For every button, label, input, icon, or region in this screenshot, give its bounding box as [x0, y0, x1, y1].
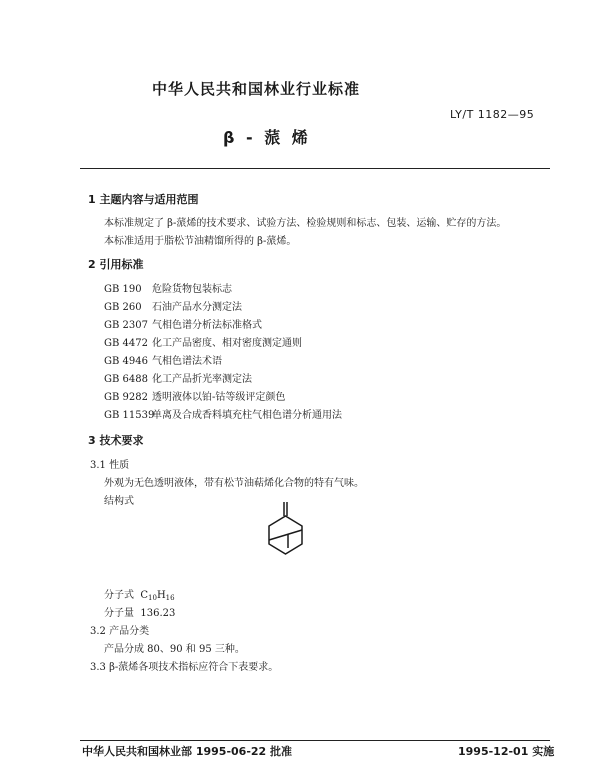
section-3-3-heading: 3.3 β-蒎烯各项技术指标应符合下表要求。	[90, 662, 279, 673]
product-title: β - 蒎 烯	[223, 128, 311, 147]
molecular-weight-label: 分子量	[104, 608, 134, 619]
reference-code: GB 190	[104, 284, 142, 295]
molecular-formula-label: 分子式	[104, 590, 134, 601]
reference-title: 单离及合成香料填充柱气相色谱分析通用法	[152, 410, 342, 421]
reference-code: GB 2307	[104, 320, 148, 331]
formula-hydrogen: H	[156, 590, 166, 601]
reference-item	[104, 334, 302, 349]
section-1-paragraph-1: 本标准规定了 β-蒎烯的技术要求、试验方法、检验规则和标志、包装、运输、贮存的方法。	[104, 218, 507, 229]
reference-code: GB 6488	[104, 374, 148, 385]
section-3-1-heading: 3.1 性质	[90, 460, 130, 471]
reference-item	[104, 406, 342, 421]
reference-item	[104, 316, 262, 331]
beta-pinene-structure-image	[258, 500, 318, 562]
footer-rule	[80, 740, 550, 741]
reference-code: GB 11539	[104, 410, 155, 421]
reference-title: 化工产品密度、相对密度测定通则	[152, 338, 302, 349]
reference-item	[104, 388, 285, 403]
footer-effective-date: 1995-12-01 实施	[458, 745, 555, 758]
reference-title: 气相色谱法术语	[152, 356, 222, 367]
reference-title: 化工产品折光率测定法	[152, 374, 252, 385]
reference-item	[104, 298, 242, 313]
reference-item	[104, 280, 232, 295]
reference-code: GB 9282	[104, 392, 148, 403]
molecular-formula	[104, 586, 175, 602]
reference-code: GB 4472	[104, 338, 148, 349]
section-3-1-paragraph: 外观为无色透明液体，带有松节油萜烯化合物的特有气味。	[104, 478, 364, 489]
reference-title: 危险货物包装标志	[152, 284, 232, 295]
section-2-heading: 2 引用标准	[88, 258, 144, 271]
molecular-weight-value: 136.23	[140, 608, 176, 619]
header-rule	[80, 168, 550, 169]
molecular-weight	[104, 604, 175, 619]
section-3-2-paragraph: 产品分成 80、90 和 95 三种。	[104, 644, 245, 655]
formula-carbon: C	[140, 590, 149, 601]
reference-code: GB 260	[104, 302, 142, 313]
standard-title: 中华人民共和国林业行业标准	[152, 80, 361, 98]
reference-title: 石油产品水分测定法	[152, 302, 242, 313]
formula-hydrogen-count: 16	[165, 594, 175, 602]
footer-issuer: 中华人民共和国林业部 1995-06-22 批准	[82, 745, 293, 758]
formula-carbon-count: 10	[148, 594, 157, 602]
reference-title: 透明液体以铂-钴等级评定颜色	[152, 392, 286, 403]
standard-code: LY/T 1182—95	[450, 108, 535, 121]
section-3-2-heading: 3.2 产品分类	[90, 626, 150, 637]
structure-formula-label: 结构式	[104, 496, 134, 507]
section-3-heading: 3 技术要求	[88, 434, 144, 447]
section-1-paragraph-2: 本标准适用于脂松节油精馏所得的 β-蒎烯。	[104, 236, 297, 247]
reference-item	[104, 352, 222, 367]
reference-title: 气相色谱分析法标准格式	[152, 320, 262, 331]
section-1-heading: 1 主题内容与适用范围	[88, 193, 199, 206]
reference-code: GB 4946	[104, 356, 148, 367]
reference-item	[104, 370, 252, 385]
